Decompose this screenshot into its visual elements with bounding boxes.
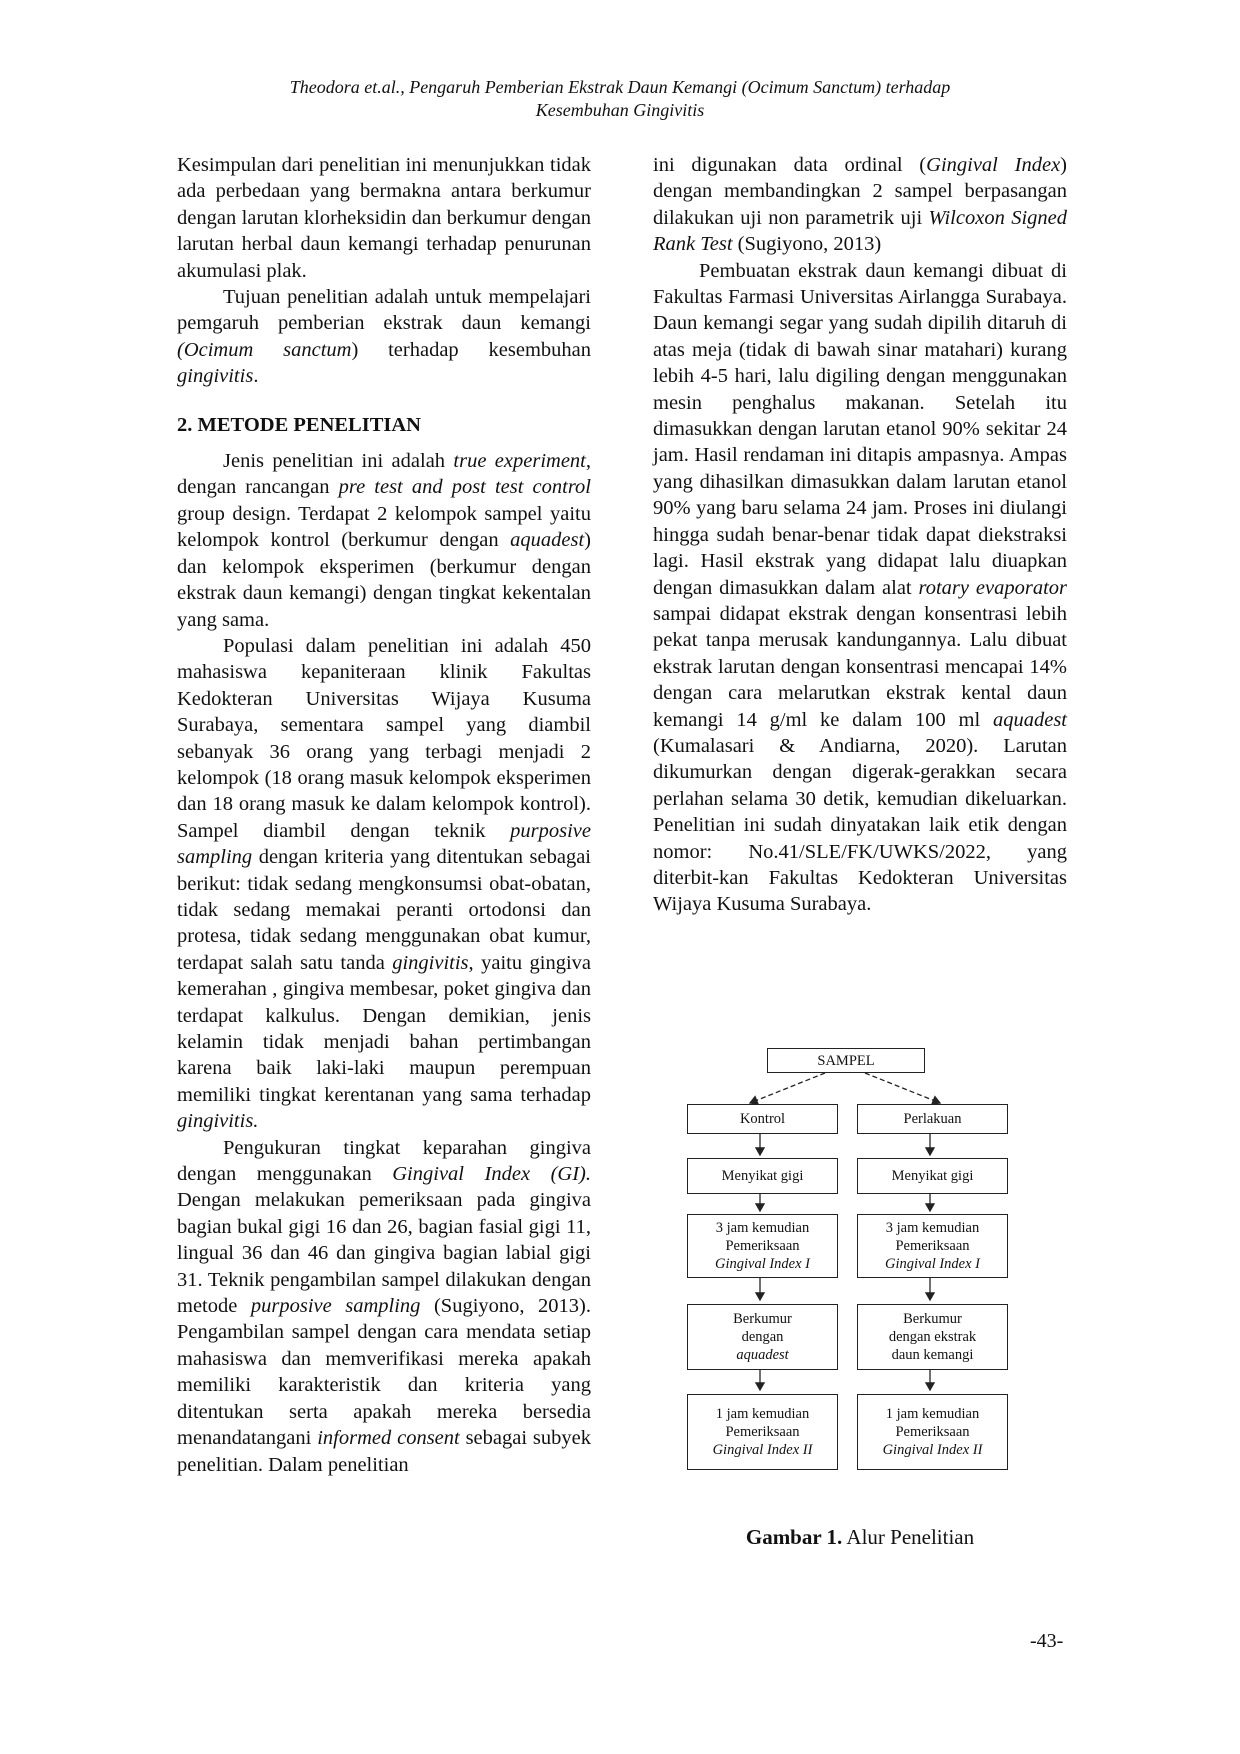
header-line-1: Theodora et.al., Pengaruh Pemberian Ekstrak Daun Kemangi (Ocimum Sanctum) terhadap <box>289 77 951 97</box>
running-header <box>0 76 1240 122</box>
box-right-rinse: Berkumur dengan ekstrak daun kemangi <box>857 1304 1008 1370</box>
box-right-brushing: Menyikat gigi <box>857 1158 1008 1194</box>
arrow-sampel-to-perlakuan <box>865 1073 940 1103</box>
right-column <box>653 152 1067 918</box>
paragraph-population: Populasi dalam penelitian ini adalah 450 mahasiswa kepaniteraan klinik Fakultas Kedokteran Universitas Wijaya Kusuma Surabaya, sementara sampel yang diambil sebanyak 36 orang yang terbagi menjadi 2 kelompok (18 orang masuk kelompok eksperimen dan 18 orang masuk ke dalam kelompok kontrol). Sampel diambil dengan teknik purposive sampling dengan kriteria yang ditentukan sebagai berikut: tidak sedang mengkonsumsi obat-obatan, tidak sedang memakai peranti ortodonsi dan protesa, tidak sedang menggunakan obat kumur, terdapat salah satu tanda gingivitis, yaitu gingiva kemerahan , gingiva membesar, poket gingiva dan terdapat kalkulus. Dengan demikian, jenis kelamin tidak menjadi bahan pertimbangan karena baik laki-laki maupun perempuan memiliki tingkat kerentanan yang sama terhadap gingivitis. <box>177 634 591 1133</box>
research-flow-diagram <box>675 1040 1015 1490</box>
paragraph-design: Jenis penelitian ini adalah true experiment, dengan rancangan pre test and post test control group design. Terdapat 2 kelompok sampel yaitu kelompok kontrol (berkumur dengan aquadest) dan kelompok eksperimen (berkumur dengan ekstrak daun kemangi) dengan tingkat kekentalan yang sama. <box>177 450 592 631</box>
paragraph-extract-preparation: Pembuatan ekstrak daun kemangi dibuat di Fakultas Farmasi Universitas Airlangga Surabaya. Daun kemangi segar yang sudah dipilih ditaruh di atas meja (tidak di bawah sinar matahari) kurang lebih 4-5 hari, lalu digiling dengan menggunakan mesin penghalus makanan. Setelah itu dimasukkan dengan larutan etanol 90% sekitar 24 jam. Hasil rendaman ini ditapis ampasnya. Ampas yang dihasilkan dimasukkan dalam larutan etanol 90% yang baru selama 24 jam. Proses ini diulangi hingga sudah benar-benar tidak dapat diekstraksi lagi. Hasil ekstrak yang didapat lalu diuapkan dengan dimasukkan dalam alat rotary evaporator sampai didapat ekstrak dengan konsentrasi lebih pekat tanpa merusak kandungannya. Lalu dibuat ekstrak larutan dengan konsentrasi mencapai 14% dengan cara melarutkan ekstrak kental daun kemangi 14 g/ml ke dalam 100 ml aquadest (Kumalasari & Andiarna, 2020). Larutan dikumurkan dengan digerak-gerakkan secara perlahan selama 30 detik, kemudian dikeluarkan. Penelitian ini sudah dinyatakan laik etik dengan nomor: No.41/SLE/FK/UWKS/2022, yang diterbit-kan Fakultas Kedokteran Universitas Wijaya Kusuma Surabaya. <box>653 259 1067 916</box>
box-perlakuan: Perlakuan <box>857 1104 1008 1134</box>
header-line-2: Kesembuhan Gingivitis <box>535 100 705 120</box>
box-left-exam-2: 1 jam kemudian Pemeriksaan Gingival Index II <box>687 1394 838 1470</box>
box-right-exam-1: 3 jam kemudian Pemeriksaan Gingival Index I <box>857 1214 1008 1278</box>
box-sampel: SAMPEL <box>767 1048 925 1073</box>
box-left-brushing: Menyikat gigi <box>687 1158 838 1194</box>
paragraph-conclusion: Kesimpulan dari penelitian ini menunjukkan tidak ada perbedaan yang bermakna antara berkumur dengan larutan klorheksidin dan berkumur dengan larutan herbal daun kemangi terhadap penurunan akumulasi plak. <box>177 154 591 282</box>
box-left-exam-1: 3 jam kemudian Pemeriksaan Gingival Index I <box>687 1214 838 1278</box>
paragraph-analysis: ini digunakan data ordinal (Gingival Index) dengan membandingkan 2 sampel berpasangan dilakukan uji non parametrik uji Wilcoxon Signed Rank Test (Sugiyono, 2013) <box>653 154 1067 256</box>
box-right-exam-2: 1 jam kemudian Pemeriksaan Gingival Index II <box>857 1394 1008 1470</box>
paragraph-measurement: Pengukuran tingkat keparahan gingiva dengan menggunakan Gingival Index (GI). Dengan melakukan pemeriksaan pada gingiva bagian bukal gigi 16 dan 26, bagian fasial gigi 11, lingual 36 dan 46 dan gingiva bagian labial gigi 31. Teknik pengambilan sampel dilakukan dengan metode purposive sampling (Sugiyono, 2013). Pengambilan sampel dengan cara mendata setiap mahasiswa dan memverifikasi mereka apakah memiliki karakteristik dan kriteria yang ditentukan serta apakah mereka bersedia menandatangani informed consent sebagai subyek penelitian. Dalam penelitian <box>177 1136 591 1476</box>
page-number: -43- <box>1030 1630 1064 1652</box>
paragraph-aim: Tujuan penelitian adalah untuk mempelajari pemgaruh pemberian ekstrak daun kemangi (Ocimum sanctum) terhadap kesembuhan gingivitis. <box>177 286 591 388</box>
box-left-rinse: Berkumur dengan aquadest <box>687 1304 838 1370</box>
arrow-sampel-to-kontrol <box>750 1073 825 1103</box>
figure-caption: Gambar 1. Alur Penelitian <box>745 1525 975 1549</box>
box-kontrol: Kontrol <box>687 1104 838 1134</box>
left-column <box>177 152 591 1478</box>
section-heading-methods: 2. METODE PENELITIAN <box>177 413 421 436</box>
